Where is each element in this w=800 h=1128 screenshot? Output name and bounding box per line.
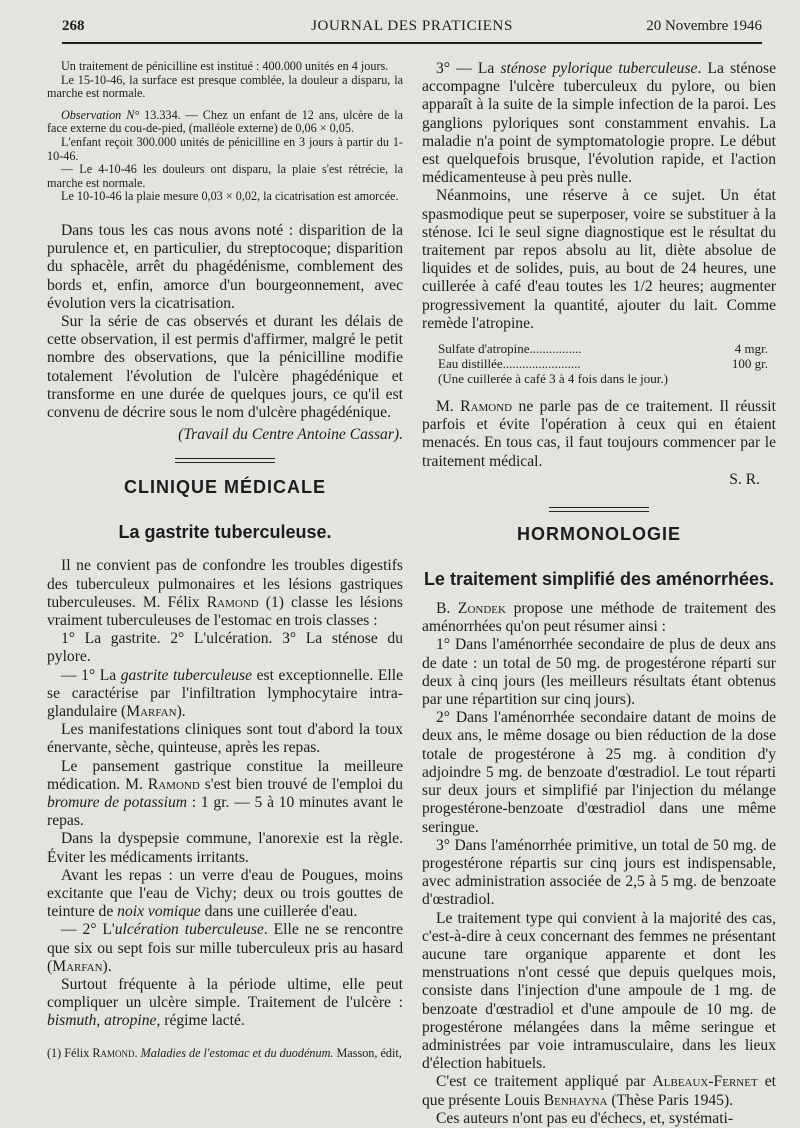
author-name: Ramond (206, 593, 259, 611)
article-paragraph: Surtout fréquente à la période ultime, elle peut compliquer un ulcère simple. Traitement de l'ulcère : bismuth, atropine, régime lacté. (47, 976, 403, 1030)
article-paragraph: Le pansement gastrique constitue la meilleure médication. M. Ramond s'est bien trouvé de l'emploi du bromure de potassium : 1 gr. — 5 à 10 minutes avant le repas. (47, 757, 403, 830)
section-title-hormonologie: HORMONOLOGIE (517, 524, 681, 545)
footnote: (1) Félix Ramond. Maladies de l'estomac et du duodénum. Masson, édit, (47, 1045, 402, 1060)
article-paragraph: 3° — La sténose pylorique tuberculeuse. La sténose accompagne l'ulcère tuberculeux du pylore, ou bien apparaît à la suite de la simple infection de la paroi. Les ganglions pyloriques sont constamment envahis. La maladie n'a point de symptomatologie propre. Le début est quelquefois brusque, l'évolution rapide, et l'action médicamenteuse à peu près nulle. (422, 60, 776, 187)
article-paragraph: 1° La gastrite. 2° L'ulcération. 3° La sténose du pylore. (47, 630, 403, 666)
section-title-clinique: CLINIQUE MÉDICALE (123, 477, 326, 498)
article-paragraph: Avant les repas : un verre d'eau de Pougues, moins excitante que l'eau de Vichy; deux ou trois gouttes de teinture de noix vomique dans une cuillerée d'eau. (47, 866, 403, 921)
article-paragraph: Ces auteurs n'ont pas eu d'échecs, et, systémati- (436, 1109, 734, 1127)
prescription-row: Sulfate d'atropine ................ 4 mgr. (438, 341, 768, 357)
observation-label: Observation N° (61, 107, 140, 122)
author-name: Benhayna (543, 1091, 608, 1109)
credit-line: (Travail du Centre Antoine Cassar). (178, 426, 403, 444)
article-paragraph: — 1° La gastrite tuberculeuse est exceptionnelle. Elle se caractérise par l'infiltration lymphocytaire intra-glandulaire (Marfan). (47, 666, 403, 720)
article-paragraph: M. Ramond ne parle pas de ce traitement. Il réussit parfois et évite l'opération à ceux qui en étaient menacés. En tous cas, il faut toujours commencer par le traitement médical. (422, 398, 776, 470)
article-paragraph: Les manifestations cliniques sont tout d'abord la toux énervante, sèche, quinteuse, après les repas. (47, 721, 403, 757)
page-number: 268 (62, 18, 85, 34)
article-paragraph: B. Zondek propose une méthode de traitement des aménorrhées qu'on peut résumer ainsi : (422, 600, 776, 636)
right-column (422, 60, 776, 1128)
conclusion-paragraph: Sur la série de cas observés et durant les délais de cette observation, il est permis d'affirmer, malgré le petit nombre des observations, que la pénicilline modifie totalement l'évolution de l'ulcère phagédénique et transforme en une durée de quelques jours, ce qu'il est convenu de décrire sous le nom d'ulcère phagédénique. (47, 312, 403, 421)
article-paragraph: C'est ce traitement appliqué par Albeaux-Fernet et que présente Louis Benhayna (Thèse Paris 1945). (422, 1073, 777, 1109)
issue-date: 20 Novembre 1946 (646, 18, 762, 34)
observation-paragraph: Observation N° 13.334. — Chez un enfant de 12 ans, ulcère de la face externe du cou-de-pied, (malléole externe) de 0,06 × 0,05. (47, 107, 403, 136)
article-paragraph: 3° Dans l'aménorrhée primitive, un total de 50 mg. de progestérone répartis sur cinq jours est indispensable, avec administration associée de 2,5 à 5 mg. de benzoate d'œstradiol. (422, 836, 776, 909)
author-name: Albeaux-Fernet (652, 1073, 758, 1091)
author-name: Marfan (52, 957, 103, 975)
journal-title: JOURNAL DES PRATICIENS (311, 18, 513, 34)
article-paragraph: Le traitement type qui convient à la majorité des cas, c'est-à-dire à ceux concernant des femmes ne présentant aucune tare organique apparente et dont les menstruations n'ont cessé que depuis quelques mois, consiste dans l'injection d'une ampoule de 1 mg. de benzoate d'œstradiol et d'une ampoule de 10 mg. de progestérone mélangées dans la même seringue et administrées par voie intramusculaire, dans les lieux d'élection habituels. (422, 909, 776, 1073)
obs-paragraph: Le 10-10-46 la plaie mesure 0,03 × 0,02, la cicatrisation est amorcée. (61, 189, 399, 204)
obs-paragraph: Un traitement de pénicilline est institué : 400.000 unités en 4 jours. (61, 59, 389, 73)
section-divider (549, 507, 649, 512)
article-paragraph: 1° Dans l'aménorrhée secondaire de plus de deux ans de date : un total de 50 mg. de progestérone réparti sur deux à cinq jours (les meilleurs résultats étant obtenus par une répartition sur cinq jours). (422, 636, 776, 709)
obs-paragraph: — Le 4-10-46 les douleurs ont disparu, la plaie s'est rétrécie, la marche est normale. (47, 162, 403, 190)
conclusion-paragraph: Dans tous les cas nous avons noté : disparition de la purulence et, en particulier, du streptocoque; disparition du sphacèle, arrêt du phagédénisme, comblement des bords et, enfin, amorce d'un bourgeonnement, avec évolution vers la cicatrisation. (47, 221, 403, 312)
section-divider (175, 458, 275, 463)
author-name: Zondek (457, 600, 506, 618)
article-paragraph: Il ne convient pas de confondre les troubles digestifs des tuberculeux pulmonaires et les lésions gastriques tuberculeuses. M. Félix Ramond (1) classe les lésions vraiment tuberculeuses de l'estomac en trois classes : (47, 557, 403, 629)
article-title-gastrite: La gastrite tuberculeuse. (118, 522, 332, 543)
article-paragraph: 2° Dans l'aménorrhée secondaire datant de moins de deux ans, le même dosage ou bien réduction de la dose totale de progestérone à 25 mg. à condition d'y adjoindre 5 mg. de benzoate d'œstradiol. Le tout réparti sur deux jours et simplifié par l'injection du mélange progestérone-benzoate d'œstradiol dans une même seringue. (422, 709, 776, 836)
prescription (438, 341, 768, 386)
prescription-row: Eau distillée ........................ 100 gr. (438, 356, 768, 372)
author-name: Ramond (460, 398, 513, 416)
article-title-amenorrhees: Le traitement simplifié des aménorrhées. (423, 569, 775, 590)
prescription-note: (Une cuillerée à café 3 à 4 fois dans le jour.) (438, 371, 668, 387)
obs-paragraph: L'enfant reçoit 300.000 unités de pénicilline en 3 jours à partir du 1-10-46. (47, 134, 403, 163)
article-paragraph: Néanmoins, une réserve à ce sujet. Un état spasmodique peut se superposer, voire se substituer à la sténose. Ici le seul signe diagnostique est le résultat du traitement par repos absolu au lit, diète absolue de liquides et de solides, puis, au bout de 24 heures, une cuillerée à café d'eau toutes les 1/2 heures; augmenter progressivement la quantité, ajouter du lait. Comme remède l'atropine. (422, 187, 776, 332)
signature: S. R. (729, 470, 760, 488)
author-name: Ramond (147, 775, 200, 793)
left-column (47, 60, 403, 1060)
article-paragraph: Dans la dyspepsie commune, l'anorexie est la règle. Éviter les médicaments irritants. (47, 830, 403, 866)
author-name: Marfan (126, 703, 177, 720)
article-paragraph: — 2° L'ulcération tuberculeuse. Elle ne se rencontre que six ou sept fois sur mille tuberculeux pris au hasard (Marfan). (47, 921, 404, 975)
obs-paragraph: Le 15-10-46, la surface est presque comblée, la douleur a disparu, la marche est normale. (47, 72, 403, 101)
header-rule (62, 42, 762, 44)
page-header (62, 18, 762, 40)
